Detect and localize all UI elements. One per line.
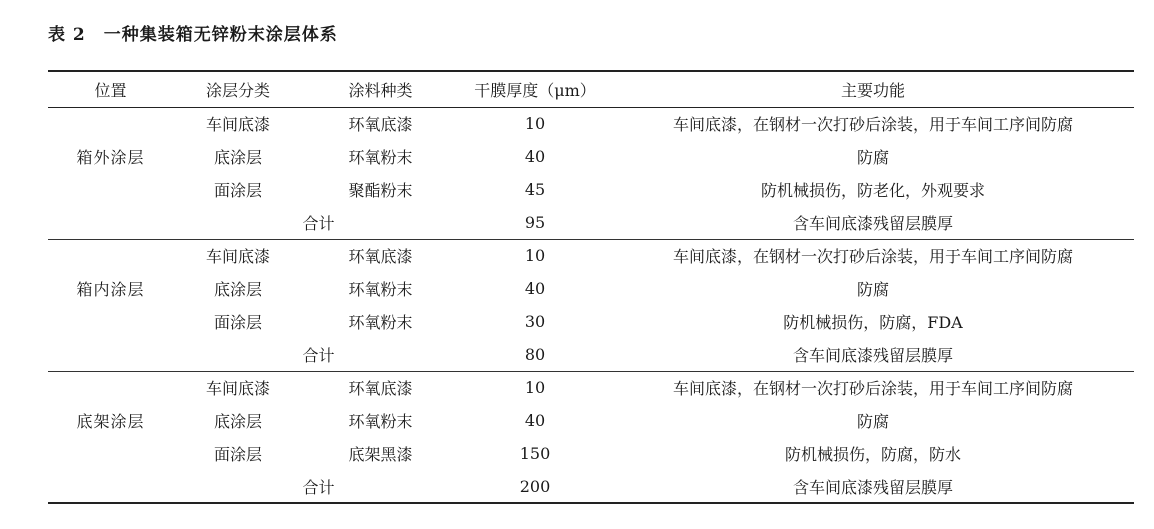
thickness-cell: 10 <box>524 114 546 134</box>
total-label-cell <box>173 338 458 371</box>
function-cell: 车间底漆，在钢材一次打砂后涂装，用于车间工序间防腐 <box>672 247 1073 267</box>
thickness-cell: 40 <box>524 147 546 166</box>
paint-type-cell: 环氧粉末 <box>348 148 413 167</box>
total-label: 合计 <box>302 345 335 365</box>
function-cell: 防机械损伤，防腐，FDA <box>783 313 963 332</box>
table-row <box>48 305 1134 338</box>
total-thickness-cell: 95 <box>458 206 612 239</box>
paint-type-cell: 环氧粉末 <box>348 280 413 299</box>
coating-class-cell: 车间底漆 <box>205 247 270 267</box>
function-cell: 防机械损伤，防老化，外观要求 <box>760 181 985 200</box>
header-paint-type: 涂料种类 <box>303 71 458 107</box>
table-row <box>48 239 1134 272</box>
position-cell: 箱外涂层 <box>76 148 145 168</box>
thickness-cell: 30 <box>524 312 546 331</box>
table-number: 表 2 <box>48 25 86 45</box>
paint-type-cell: 底架黑漆 <box>348 445 413 464</box>
paint-type-cell: 环氧底漆 <box>348 247 413 267</box>
header-dry-film-thickness: 干膜厚度（μm） <box>458 71 612 107</box>
position-cell: 箱内涂层 <box>76 280 145 300</box>
table-row <box>48 140 1134 173</box>
thickness-cell: 40 <box>524 411 546 430</box>
thickness-cell: 40 <box>524 279 546 298</box>
total-thickness-cell: 200 <box>458 470 612 503</box>
total-row <box>48 470 1134 503</box>
total-label-cell <box>173 206 458 239</box>
table-row <box>48 371 1134 404</box>
function-cell: 防腐 <box>856 280 889 299</box>
table-caption <box>48 20 338 45</box>
paint-type-cell: 环氧粉末 <box>348 412 413 431</box>
group-exterior-coating <box>48 107 1134 239</box>
coating-class-cell: 底涂层 <box>213 412 262 431</box>
table-row <box>48 173 1134 206</box>
table-row <box>48 404 1134 437</box>
header-row <box>48 71 1134 107</box>
function-cell: 防机械损伤，防腐，防水 <box>784 445 961 464</box>
total-function-cell: 含车间底漆残留层膜厚 <box>612 338 1134 371</box>
coating-class-cell: 车间底漆 <box>205 379 270 399</box>
thickness-cell: 10 <box>524 246 546 266</box>
total-label: 合计 <box>302 477 335 497</box>
coating-class-cell: 底涂层 <box>213 148 262 167</box>
coating-class-cell: 底涂层 <box>213 280 262 299</box>
group-interior-coating <box>48 239 1134 371</box>
thickness-cell: 150 <box>519 444 551 463</box>
coating-system-table <box>48 70 1134 504</box>
function-cell: 防腐 <box>856 148 889 167</box>
function-cell: 防腐 <box>856 412 889 431</box>
coating-class-cell: 面涂层 <box>213 445 262 464</box>
position-cell: 底架涂层 <box>76 412 145 432</box>
header-position: 位置 <box>48 71 173 107</box>
function-cell: 车间底漆，在钢材一次打砂后涂装，用于车间工序间防腐 <box>672 115 1073 135</box>
total-row <box>48 338 1134 371</box>
header-coating-class: 涂层分类 <box>173 71 303 107</box>
total-thickness-cell: 80 <box>458 338 612 371</box>
thickness-cell: 10 <box>524 378 546 398</box>
group-underframe-coating <box>48 371 1134 503</box>
total-label: 合计 <box>302 213 335 233</box>
coating-class-cell: 车间底漆 <box>205 115 270 135</box>
thickness-cell: 45 <box>524 180 546 199</box>
table-header <box>48 71 1134 107</box>
paint-type-cell: 环氧粉末 <box>348 313 413 332</box>
total-label-cell <box>173 470 458 503</box>
table-row <box>48 272 1134 305</box>
header-main-function: 主要功能 <box>612 71 1134 107</box>
paint-type-cell: 环氧底漆 <box>348 379 413 399</box>
coating-class-cell: 面涂层 <box>213 313 262 332</box>
total-function-cell: 含车间底漆残留层膜厚 <box>612 470 1134 503</box>
paint-type-cell: 环氧底漆 <box>348 115 413 135</box>
table-row <box>48 107 1134 140</box>
paint-type-cell: 聚酯粉末 <box>348 181 413 200</box>
total-row <box>48 206 1134 239</box>
total-function-cell: 含车间底漆残留层膜厚 <box>612 206 1134 239</box>
function-cell: 车间底漆，在钢材一次打砂后涂装，用于车间工序间防腐 <box>672 379 1073 399</box>
table-title: 一种集装箱无锌粉末涂层体系 <box>103 25 338 45</box>
table-row <box>48 437 1134 470</box>
coating-class-cell: 面涂层 <box>213 181 262 200</box>
